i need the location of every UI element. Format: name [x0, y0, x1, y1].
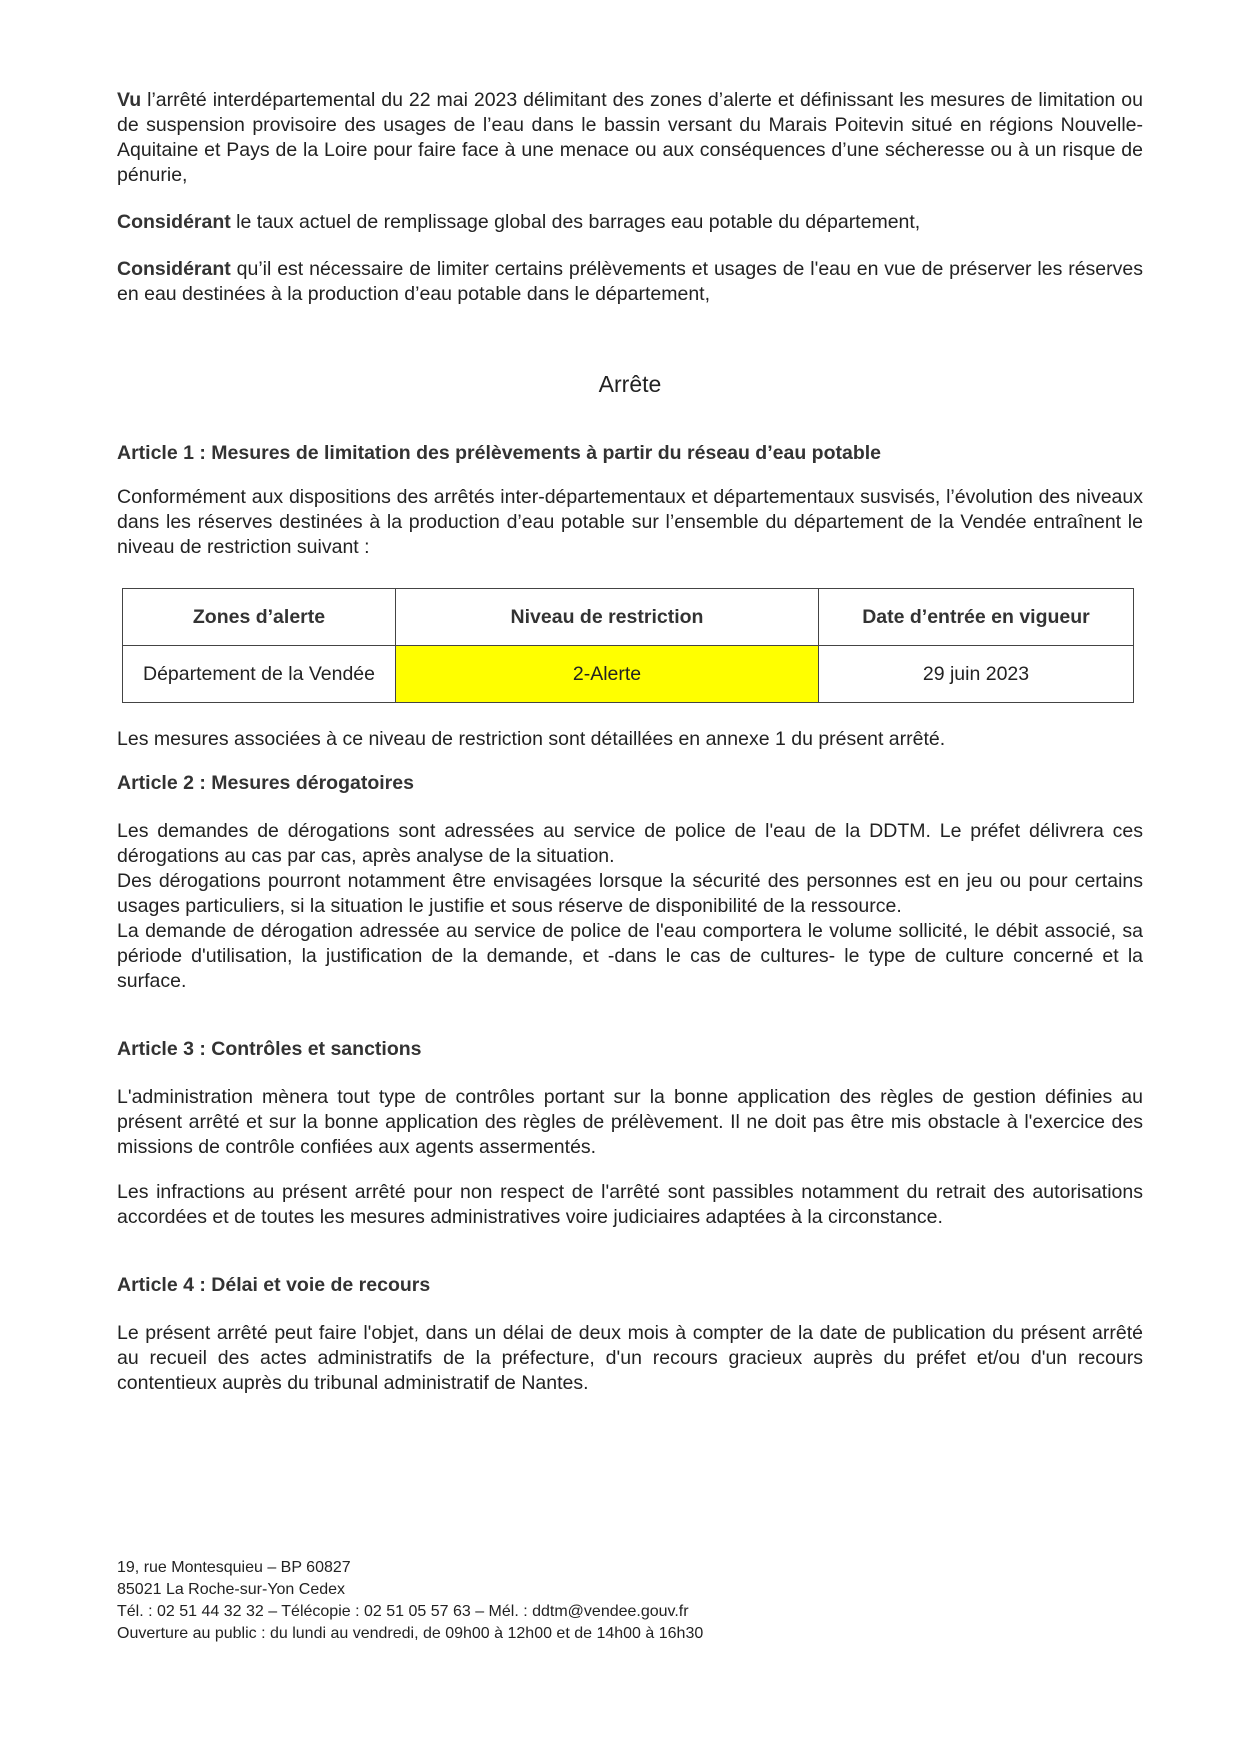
restriction-table	[122, 588, 1134, 703]
page-footer	[117, 1557, 703, 1645]
footer-hours: Ouverture au public : du lundi au vendredi, de 09h00 à 12h00 et de 14h00 à 16h30	[117, 1625, 704, 1642]
considerant-text-2: qu’il est nécessaire de limiter certains prélèvements et usages de l'eau en vue de préserver les réserves en eau destinées à la production d’eau potable dans le département,	[117, 258, 1143, 305]
article-3-heading: Article 3 : Contrôles et sanctions	[117, 1038, 422, 1060]
considerant-lead-2: Considérant	[117, 258, 231, 280]
article-1-body: Conformément aux dispositions des arrêtés inter-départementaux et départementaux susvisés, l’évolution des niveaux dans les réserves destinées à la production d’eau potable sur l’ensemble du département de la Vendée entraînent le niveau de restriction suivant :	[117, 486, 1143, 558]
footer-contact: Tél. : 02 51 44 32 32 – Télécopie : 02 51 05 57 63 – Mél. : ddtm@vendee.gouv.fr	[117, 1603, 689, 1620]
table-header-date: Date d’entrée en vigueur	[819, 589, 1134, 646]
footer-address-line-1: 19, rue Montesquieu – BP 60827	[117, 1559, 351, 1576]
article-4-paragraph-1: Le présent arrêté peut faire l'objet, dans un délai de deux mois à compter de la date de publication du présent arrêté au recueil des actes administratifs de la préfecture, d'un recours gracieux auprès du préfet et/ou d'un recours contentieux auprès du tribunal administratif de Nantes.	[117, 1322, 1143, 1394]
vu-text: l’arrêté interdépartemental du 22 mai 2023 délimitant des zones d’alerte et définissant les mesures de limitation ou de suspension provisoire des usages de l’eau dans le bassin versant du Marais Poitevin situé en régions Nouvelle-Aquitaine et Pays de la Loire pour faire face à une menace ou aux conséquences d’une sécheresse ou à un risque de pénurie,	[117, 89, 1143, 186]
table-cell-niveau: 2-Alerte	[396, 646, 819, 703]
article-2-paragraph-2: Des dérogations pourront notamment être envisagées lorsque la sécurité des personnes est en jeu ou pour certains usages particuliers, si la situation le justifie et sous réserve de disponibilité de la ressource.	[117, 870, 1143, 917]
article-1-heading: Article 1 : Mesures de limitation des prélèvements à partir du réseau d’eau potable	[117, 442, 881, 464]
article-2-paragraph-3: La demande de dérogation adressée au service de police de l'eau comportera le volume sollicité, le débit associé, sa période d'utilisation, la justification de la demande, et -dans le cas de cultures- le type de culture concerné et la surface.	[117, 920, 1143, 992]
footer-address-line-2: 85021 La Roche-sur-Yon Cedex	[117, 1581, 346, 1598]
article-2-paragraph-1: Les demandes de dérogations sont adressées au service de police de l'eau de la DDTM. Le préfet délivrera ces dérogations au cas par cas, après analyse de la situation.	[117, 820, 1143, 867]
considerant-paragraph-2	[117, 257, 1143, 307]
table-cell-zone: Département de la Vendée	[123, 646, 396, 703]
article-2-heading: Article 2 : Mesures dérogatoires	[117, 772, 414, 794]
considerant-lead-1: Considérant	[117, 211, 231, 233]
considerant-paragraph-1	[117, 210, 1143, 235]
table-cell-date: 29 juin 2023	[819, 646, 1134, 703]
table-header-zones: Zones d’alerte	[123, 589, 396, 646]
article-1-after-table: Les mesures associées à ce niveau de restriction sont détaillées en annexe 1 du présent arrêté.	[117, 728, 946, 750]
table-header-row	[123, 589, 1134, 646]
article-3-paragraph-1: L'administration mènera tout type de contrôles portant sur la bonne application des règles de gestion définies au présent arrêté et sur la bonne application des règles de prélèvement. Il ne doit pas être mis obstacle à l'exercice des missions de contrôle confiées aux agents assermentés.	[117, 1086, 1143, 1158]
article-4-heading: Article 4 : Délai et voie de recours	[117, 1274, 431, 1296]
decision-title: Arrête	[598, 371, 662, 397]
considerant-text-1: le taux actuel de remplissage global des barrages eau potable du département,	[230, 211, 921, 233]
article-3-paragraph-2: Les infractions au présent arrêté pour non respect de l'arrêté sont passibles notamment du retrait des autorisations accordées et de toutes les mesures administratives voire judiciaires adaptées à la circonstance.	[117, 1181, 1143, 1228]
vu-paragraph	[117, 88, 1143, 188]
document-body	[117, 88, 1143, 1396]
table-header-niveau: Niveau de restriction	[396, 589, 819, 646]
vu-lead: Vu	[117, 89, 142, 111]
table-row	[123, 646, 1134, 703]
